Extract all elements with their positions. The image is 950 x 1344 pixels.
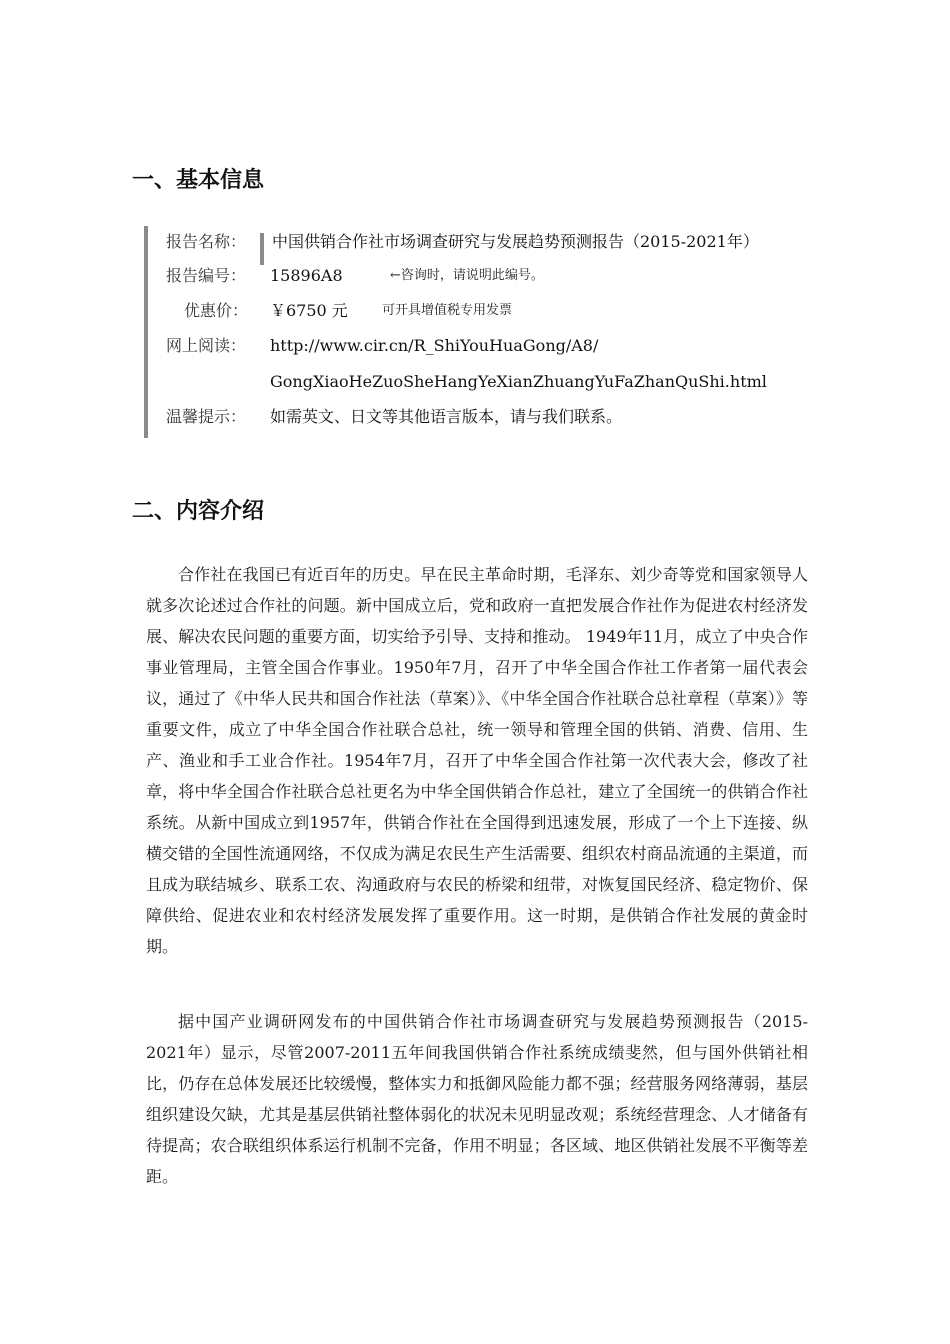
section-title-basic-info: 一、基本信息: [132, 168, 265, 193]
section-title-content-intro: 二、内容介绍: [132, 499, 265, 524]
tip-label: 温馨提示：: [166, 407, 247, 426]
report-name-marker: [260, 233, 264, 265]
report-info-block: [144, 226, 848, 438]
price-note: 可开具增值税专用发票: [382, 303, 513, 318]
price-value: ￥6750 元: [270, 301, 348, 320]
report-number-note: ←咨询时，请说明此编号。: [390, 268, 544, 283]
content-paragraph-1: 合作社在我国已有近百年的历史。早在民主革命时期，毛泽东、刘少奇等党和国家领导人就多次论述过合作社的问题。新中国成立后，党和政府一直把发展合作社作为促进农村经济发展、解决农民问题的重要方面，切实给予引导、支持和推动。 1949年11月，成立了中央合作事业管理局，主管全国合作事业。1950年7月，召开了中华全国合作社工作者第一届代表会议，通过了《中华人民共和国合作社法（草案）》、《中华全国合作社联合总社章程（草案）》等重要文件，成立了中华全国合作社联合总社，统一领导和管理全国的供销、消费、信用、生产、渔业和手工业合作社。1954年7月，召开了中华全国合作社第一次代表大会，修改了社章，将中华全国合作社联合总社更名为中华全国供销合作总社，建立了全国统一的供销合作社系统。从新中国成立到1957年，供销合作社在全国得到迅速发展，形成了一个上下连接、纵横交错的全国性流通网络，不仅成为满足农民生产生活需要、组织农村商品流通的主渠道，而且成为联结城乡、联系工农、沟通政府与农民的桥梁和纽带，对恢复国民经济、稳定物价、保障供给、促进农业和农村经济发展发挥了重要作用。这一时期，是供销合作社发展的黄金时期。: [146, 565, 808, 956]
tip-text: 如需英文、日文等其他语言版本，请与我们联系。: [270, 407, 623, 426]
report-name-label: 报告名称：: [166, 232, 247, 251]
report-url-line-1[interactable]: http://www.cir.cn/R_ShiYouHuaGong/A8/: [270, 336, 599, 355]
content-paragraph-2: 据中国产业调研网发布的中国供销合作社市场调查研究与发展趋势预测报告（2015-2021年）显示，尽管2007-2011五年间我国供销合作社系统成绩斐然，但与国外供销社相比，仍存在总体发展还比较缓慢，整体实力和抵御风险能力都不强；经营服务网络薄弱，基层组织建设欠缺，尤其是基层供销社整体弱化的状况未见明显改观；系统经营理念、人才储备有待提高；农合联组织体系运行机制不完备，作用不明显；各区域、地区供销社发展不平衡等差距。: [146, 1012, 808, 1186]
report-number-label: 报告编号：: [166, 266, 247, 285]
report-number: 15896A8: [270, 266, 343, 285]
online-read-label: 网上阅读：: [166, 336, 247, 355]
report-url-line-2[interactable]: GongXiaoHeZuoSheHangYeXianZhuangYuFaZhanQuShi.html: [270, 372, 767, 391]
report-name: 中国供销合作社市场调查研究与发展趋势预测报告（2015-2021年）: [272, 232, 759, 251]
price-label: 优惠价：: [184, 301, 249, 320]
